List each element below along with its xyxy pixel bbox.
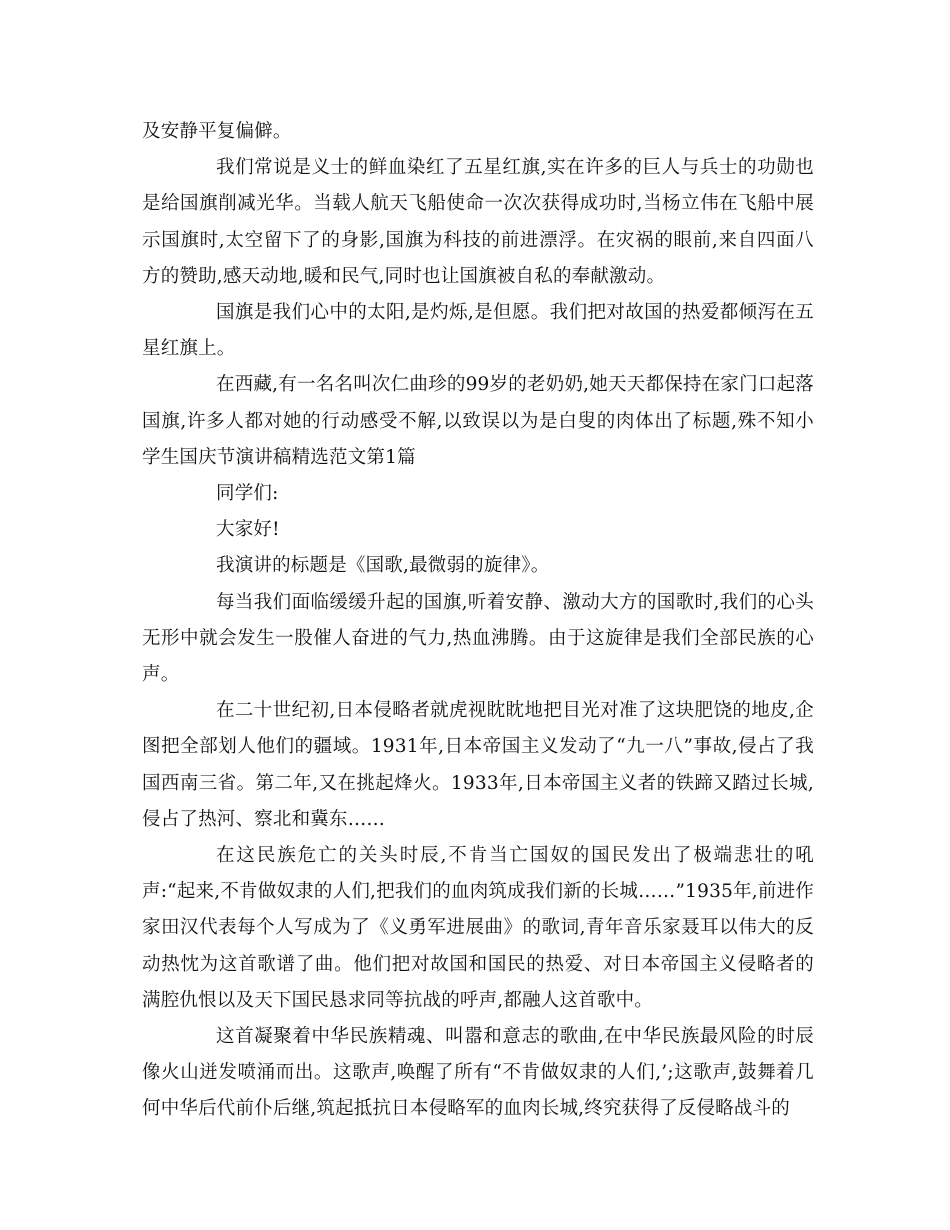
paragraph-11: 这首凝聚着中华民族精魂、叫嚣和意志的歌曲,在中华民族最风险的时辰像火山迸发喷涌而出。这歌声,唤醒了所有“不肯做奴隶的人们,’;这歌声,鼓舞着几何中华后代前仆后继,筑起抵抗日本侵略军的血肉长城,终究获得了反侵略战斗的 (142, 1026, 814, 1120)
paragraph-4: 在西藏,有一名名叫次仁曲珍的99岁的老奶奶,她天天都保持在家门口起落国旗,许多人都对她的行动感受不解,以致误以为是白叟的肉体出了标题,殊不知小学生国庆节演讲稿精选范文第1篇 (142, 374, 814, 468)
paragraph-10: 在这民族危亡的关头时辰,不肯当亡国奴的国民发出了极端悲壮的吼声:“起来,不肯做奴隶的人们,把我们的血肉筑成我们新的长城……”1935年,前进作家田汉代表每个人写成为了《义勇军进展曲》的歌词,青年音乐家聂耳以伟大的反动热忱为这首歌谱了曲。他们把对故国和国民的热爱、对日本帝国主义侵略者的满腔仇恨以及天下国民恳求同等抗战的呼声,都融人这首歌中。 (142, 845, 814, 1011)
speech-title-line: 我演讲的标题是《国歌,最微弱的旋律》。 (216, 555, 550, 577)
paragraph-9: 在二十世纪初,日本侵略者就虎视眈眈地把目光对准了这块肥饶的地皮,企图把全部划人他们的疆域。1931年,日本帝国主义发动了“九一八”事故,侵占了我国西南三省。第二年,又在挑起烽火。1933年,日本帝国主义者的铁蹄又踏过长城,侵占了热河、察北和冀东…… (142, 700, 814, 830)
document-body (142, 114, 814, 1128)
greeting: 大家好! (216, 519, 280, 541)
paragraph-2: 我们常说是义士的鲜血染红了五星红旗,实在许多的巨人与兵士的功勋也是给国旗削减光华。当载人航天飞船使命一次次获得成功时,当杨立伟在飞船中展示国旗时,太空留下了的身影,国旗为科技的前进漂浮。在灾祸的眼前,来自四面八方的赞助,感天动地,暖和民气,同时也让国旗被自私的奉献激动。 (142, 157, 814, 287)
paragraph-8: 每当我们面临缓缓升起的国旗,听着安静、激动大方的国歌时,我们的心头无形中就会发生一股催人奋进的气力,热血沸腾。由于这旋律是我们全部民族的心声。 (142, 591, 814, 686)
salutation: 同学们: (216, 483, 279, 505)
paragraph-3: 国旗是我们心中的太阳,是灼烁,是但愿。我们把对故国的热爱都倾泻在五星红旗上。 (142, 302, 814, 360)
paragraph-1: 及安静平复偏僻。 (142, 121, 292, 142)
